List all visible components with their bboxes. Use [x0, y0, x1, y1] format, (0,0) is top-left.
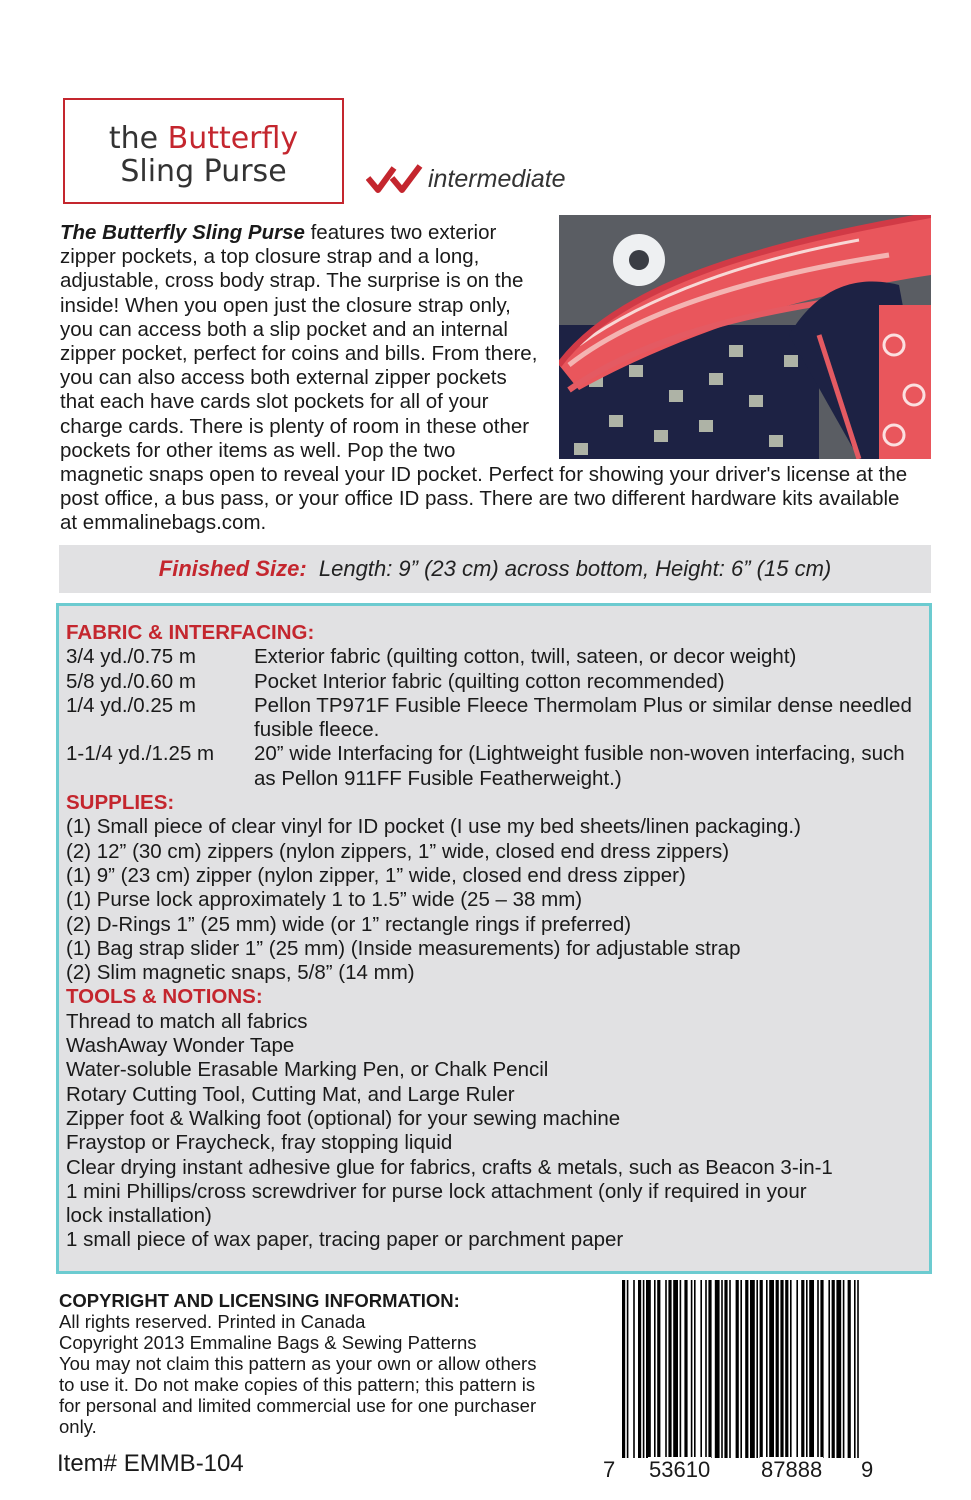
barcode-bar — [854, 1280, 856, 1458]
intro-paragraph — [60, 221, 920, 536]
supply-item: (1) 9” (23 cm) zipper (nylon zipper, 1” wide, closed end dress zipper) — [66, 863, 686, 887]
barcode-bar — [736, 1280, 739, 1458]
barcode-bar — [724, 1280, 727, 1458]
title-line-2: Sling Purse — [120, 154, 287, 189]
barcode-bar — [832, 1280, 835, 1458]
tool-item: WashAway Wonder Tape — [66, 1034, 295, 1058]
barcode-bar — [654, 1280, 656, 1458]
tools-heading: TOOLS & NOTIONS: — [66, 985, 263, 1009]
barcode-bar — [721, 1280, 723, 1458]
double-check-icon — [366, 164, 424, 194]
supply-item: (1) Small piece of clear vinyl for ID pocket (I use my bed sheets/linen packaging.) — [66, 815, 801, 839]
barcode-bar — [646, 1280, 651, 1458]
tool-item: Zipper foot & Walking foot (optional) for your sewing machine — [66, 1106, 621, 1130]
tool-item: 1 small piece of wax paper, tracing paper or parchment paper — [66, 1228, 624, 1252]
barcode-bar — [857, 1280, 859, 1458]
barcode-bar — [785, 1280, 788, 1458]
tool-item: Clear drying instant adhesive glue for fabrics, crafts & metals, such as Beacon 3-in-1 — [66, 1155, 833, 1179]
fabric-row: 3/4 yd./0.75 m Exterior fabric (quilting cotton, twill, sateen, or decor weight) — [66, 645, 797, 669]
barcode-bar — [740, 1280, 742, 1458]
supply-item: (1) Purse lock approximately 1 to 1.5” wide (25 – 38 mm) — [66, 888, 583, 912]
barcode-bar — [715, 1280, 720, 1458]
barcode-bar — [745, 1280, 748, 1458]
title-line-1: the Butterfly — [108, 121, 299, 156]
barcode-bar — [638, 1280, 641, 1458]
barcode-bar — [643, 1280, 645, 1458]
barcode-bar — [657, 1280, 660, 1458]
barcode-bar — [665, 1280, 667, 1458]
tool-item: Rotary Cutting Tool, Cutting Mat, and Large Ruler — [66, 1082, 515, 1106]
barcode-bar — [756, 1280, 758, 1458]
tool-item: 1 mini Phillips/cross screwdriver for purse lock attachment (only if required in your lock installation) — [66, 1179, 807, 1228]
barcode-bar — [776, 1280, 779, 1458]
intro-body: features two exterior zipper pockets, a top closure strap and a long, adjustable, cross body strap. The surprise is on the inside! When you open just the closure strap only, you can access both a slip pocket and an internal zipper pocket, perfect for coins and bills. From there, you can also access both external zipper pockets that each have cards slot pockets for all of your charge cards. There is plenty of room in these other pockets for other items as well. Pop the two magnetic snaps open to reveal your ID pocket. Perfect for showing your driver's license at the post office, a bus pass, or your office ID pass. There are two different hardware kits available at emmalinebags.com. — [60, 221, 908, 535]
barcode-bar — [633, 1280, 635, 1458]
finished-size-bar: Finished Size: Length: 9” (23 cm) across bottom, Height: 6” (15 cm) — [59, 545, 931, 593]
barcode-bar — [809, 1280, 814, 1458]
copyright-line: All rights reserved. Printed in Canada — [59, 1311, 366, 1332]
fabric-heading: FABRIC & INTERFACING: — [66, 621, 315, 644]
barcode-bar — [694, 1280, 696, 1458]
barcode-bar — [769, 1280, 774, 1458]
photo-spacer — [548, 221, 920, 451]
barcode-bar — [708, 1280, 711, 1458]
copyright-block — [59, 1290, 549, 1437]
barcode-digits-right: 87888 — [761, 1457, 823, 1482]
item-number: Item# EMMB-104 — [57, 1450, 244, 1477]
barcode-bar — [790, 1280, 792, 1458]
barcode-bar — [668, 1280, 671, 1458]
barcode-bar — [780, 1280, 783, 1458]
skill-level-label: intermediate — [428, 164, 566, 193]
barcode-bar — [680, 1280, 682, 1458]
supply-item: (2) Slim magnetic snaps, 5/8” (14 mm) — [66, 961, 415, 985]
fabric-row: 5/8 yd./0.60 m Pocket Interior fabric (quilting cotton recommended) — [66, 669, 725, 693]
barcode-bar — [843, 1280, 845, 1458]
finished-size-label: Finished Size — [158, 556, 300, 581]
barcode-bar — [796, 1280, 798, 1458]
barcode-bar — [820, 1280, 823, 1458]
barcode-bar — [673, 1280, 678, 1458]
fabric-row: 1-1/4 yd./1.25 m 20” wide Interfacing for (Lightweight fusible non-woven interfacing, such as Pellon 911FF Fusible Featherweight.) — [66, 742, 905, 790]
barcode-bar — [750, 1280, 755, 1458]
supply-item: (2) 12” (30 cm) zippers (nylon zippers, 1” wide, closed end dress zippers) — [66, 839, 730, 863]
title-box — [63, 98, 344, 204]
barcode-bar — [684, 1280, 687, 1458]
barcode-bar — [801, 1280, 804, 1458]
tool-item: Water-soluble Erasable Marking Pen, or Chalk Pencil — [66, 1058, 549, 1082]
copyright-line: You may not claim this pattern as your own or allow others to use it. Do not make copies of this pattern; this pattern is for personal and limited commercial use for one purchaser only. — [59, 1353, 537, 1437]
barcode-bar — [828, 1280, 830, 1458]
materials-panel — [56, 603, 932, 1274]
barcode-bar — [627, 1280, 629, 1458]
copyright-heading: COPYRIGHT AND LICENSING INFORMATION: — [59, 1290, 460, 1311]
barcode-bar — [760, 1280, 763, 1458]
barcode-bar — [766, 1280, 768, 1458]
barcode-bar — [622, 1280, 625, 1458]
copyright-line: Copyright 2013 Emmaline Bags & Sewing Patterns — [59, 1332, 477, 1353]
finished-size-value: Length: 9” (23 cm) across bottom, Height: 6” (15 cm) — [318, 556, 832, 581]
tool-item: Fraystop or Fraycheck, fray stopping liquid — [66, 1131, 453, 1155]
barcode-bar — [836, 1280, 841, 1458]
barcode-bar — [806, 1280, 808, 1458]
intro-lead: The Butterfly Sling Purse — [60, 221, 305, 244]
fabric-row: 1/4 yd./0.25 m Pellon TP971F Fusible Fleece Thermolam Plus or similar dense needled fusible fleece. — [66, 693, 912, 742]
supply-item: (2) D-Rings 1” (25 mm) wide (or 1” rectangle rings if preferred) — [66, 912, 632, 936]
barcode-bar — [691, 1280, 693, 1458]
skill-level — [366, 162, 566, 196]
supplies-heading: SUPPLIES: — [66, 791, 175, 815]
barcode-digit-check: 9 — [861, 1457, 874, 1482]
barcode-bar — [848, 1280, 851, 1458]
barcode-bar — [817, 1280, 819, 1458]
barcode-digits-left: 53610 — [649, 1457, 711, 1482]
barcode-bar — [729, 1280, 731, 1458]
barcode-digit-system: 7 — [603, 1457, 616, 1482]
barcode-digits — [600, 1457, 877, 1485]
barcode-bar — [705, 1280, 707, 1458]
tool-item: Thread to match all fabrics — [66, 1009, 308, 1033]
supply-item: (1) Bag strap slider 1” (25 mm) (Inside measurements) for adjustable strap — [66, 936, 741, 960]
barcode-bar — [700, 1280, 702, 1458]
barcode — [600, 1280, 877, 1485]
